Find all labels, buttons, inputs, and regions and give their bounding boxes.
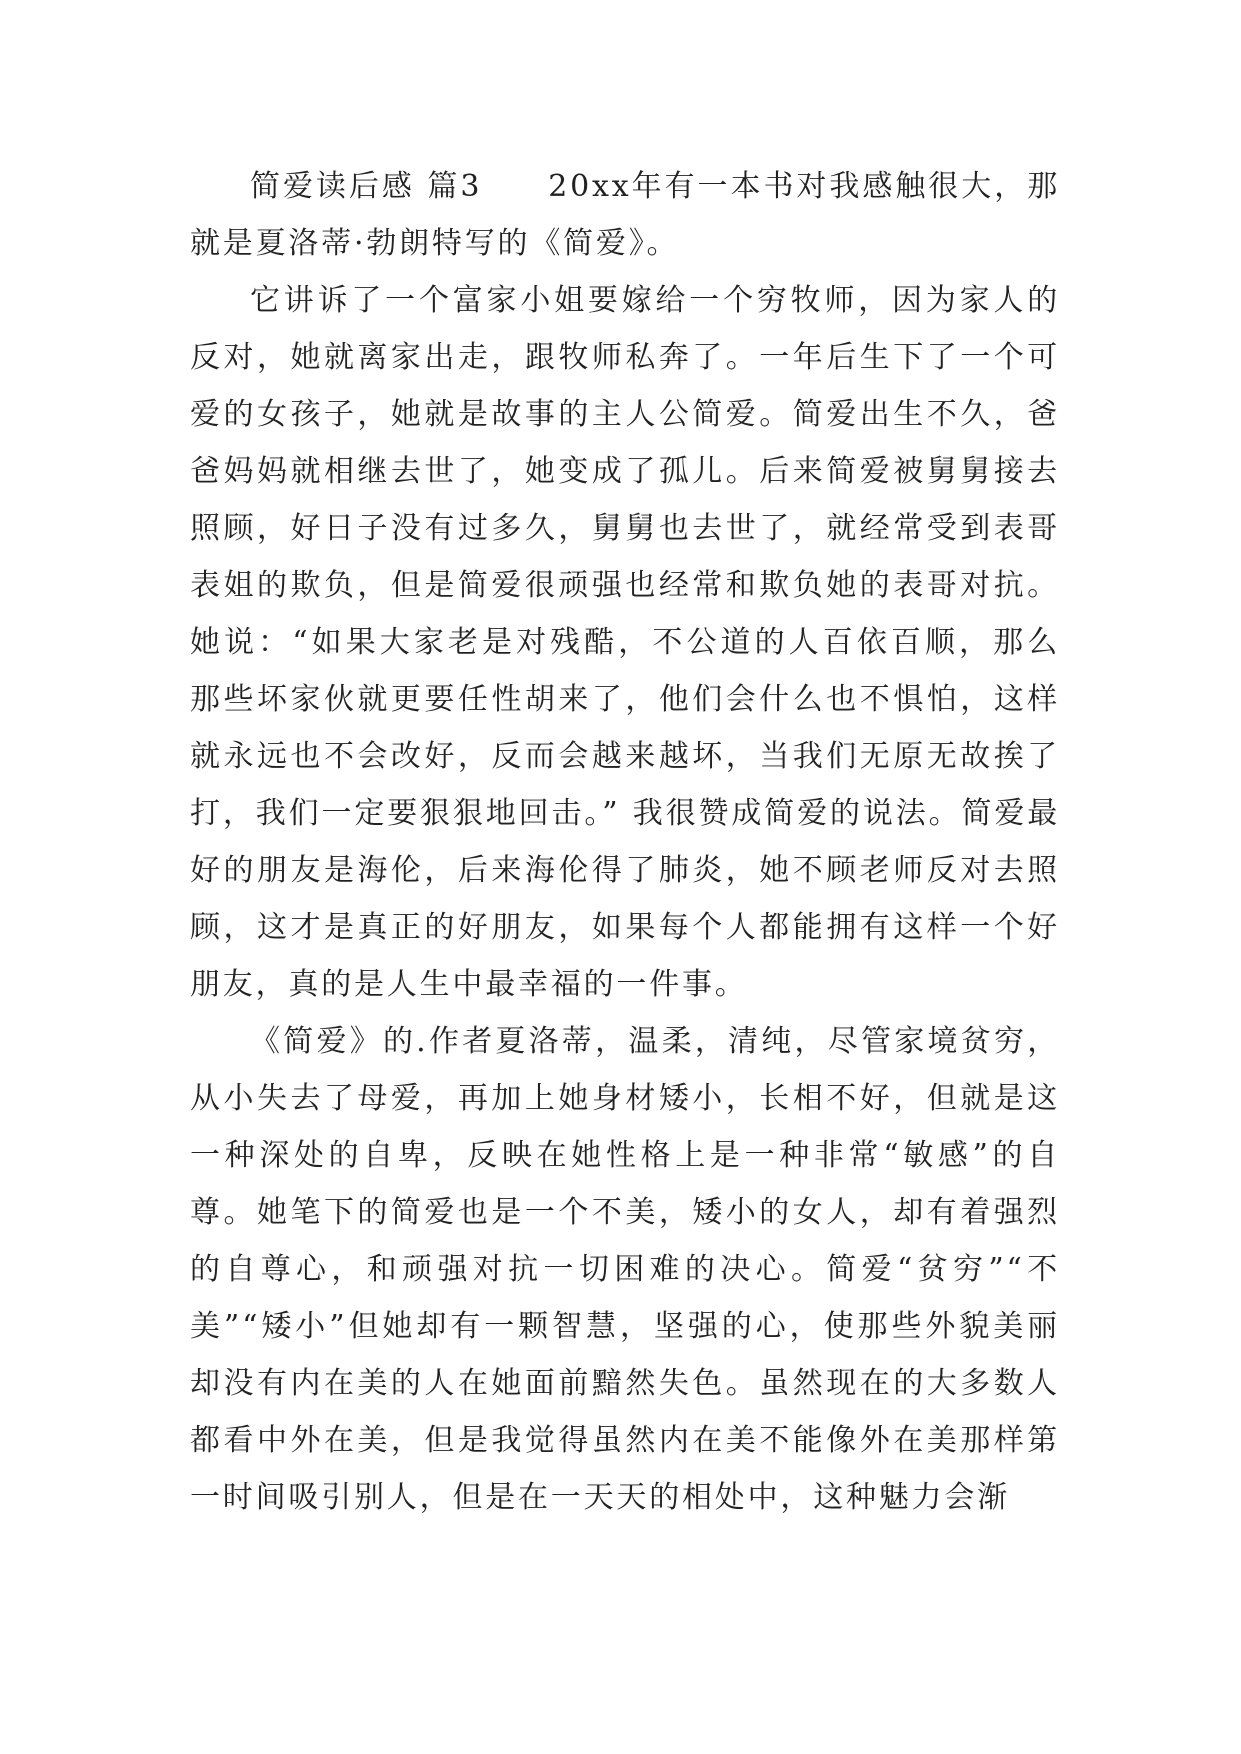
section-label: 篇3 — [427, 169, 483, 204]
paragraph-1 — [190, 158, 1060, 272]
paragraph-2: 它讲诉了一个富家小姐要嫁给一个穷牧师，因为家人的反对，她就离家出走，跟牧师私奔了。一年后生下了一个可爱的女孩子，她就是故事的主人公简爱。简爱出生不久，爸爸妈妈就相继去世了，她变成了孤儿。后来简爱被舅舅接去照顾，好日子没有过多久，舅舅也去世了，就经常受到表哥表姐的欺负，但是简爱很顽强也经常和欺负她的表哥对抗。她说：“如果大家老是对残酷，不公道的人百依百顺，那么那些坏家伙就更要任性胡来了，他们会什么也不惧怕，这样就永远也不会改好，反而会越来越坏，当我们无原无故挨了打，我们一定要狠狠地回击。” 我很赞成简爱的说法。简爱最好的朋友是海伦，后来海伦得了肺炎，她不顾老师反对去照顾，这才是真正的好朋友，如果每个人都能拥有这样一个好朋友，真的是人生中最幸福的一件事。 — [190, 283, 1060, 1002]
article-title: 简爱读后感 — [250, 169, 415, 204]
paragraph-1-text: 20xx年有一本书对我感触很大，那就是夏洛蒂·勃朗特写的《简爱》。 — [190, 169, 1061, 261]
article-body — [190, 158, 1060, 1526]
paragraph-3: 《简爱》的.作者夏洛蒂，温柔，清纯，尽管家境贫穷，从小失去了母爱，再加上她身材矮小，长相不好，但就是这一种深处的自卑，反映在她性格上是一种非常“敏感”的自尊。她笔下的简爱也是一个不美，矮小的女人，却有着强烈的自尊心，和顽强对抗一切困难的决心。简爱“贫穷”“不美”“矮小”但她却有一颗智慧，坚强的心，使那些外貌美丽却没有内在美的人在她面前黯然失色。虽然现在的大多数人都看中外在美，但是我觉得虽然内在美不能像外在美那样第一时间吸引别人，但是在一天天的相处中，这种魅力会渐 — [190, 1024, 1060, 1515]
